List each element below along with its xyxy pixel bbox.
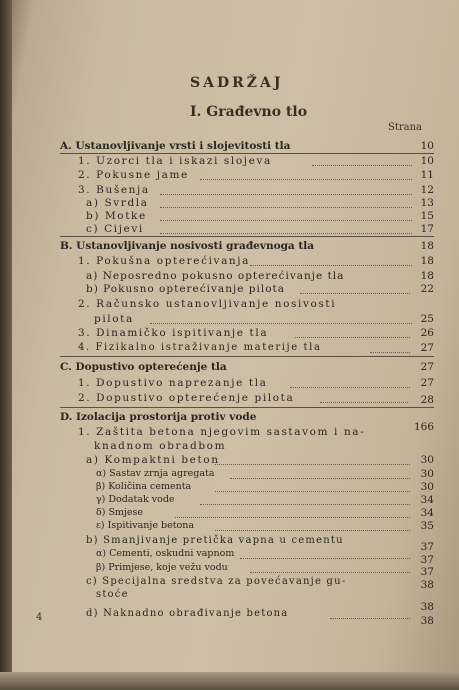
dot-leader	[230, 478, 410, 479]
dot-leader	[160, 194, 412, 195]
toc-entry: 1. Zaštita betona njegovim sastavom i na-	[78, 426, 366, 438]
toc-page: 38	[420, 615, 434, 627]
toc-heading-d: D. Izolacija prostorija protiv vode	[60, 411, 257, 423]
toc-page: 166	[413, 421, 434, 433]
toc-entry: b) Smanjivanje pretička vapna u cementu	[86, 535, 344, 546]
toc-page: 37	[420, 541, 434, 553]
toc-entry: ε) Ispitivanje betona	[96, 520, 195, 531]
toc-entry: α) Sastav zrnja agregata	[96, 468, 215, 479]
toc-entry: 3. Dinamičko ispitivanje tla	[78, 327, 269, 339]
toc-page: 37	[420, 554, 434, 566]
toc-entry: 1. Dopustivo naprezanje tla	[78, 377, 268, 389]
toc-heading-a: A. Ustanovljivanje vrsti i slojevitosti tla	[60, 140, 291, 152]
toc-entry: 4. Fizikalno istraživanje materije tla	[78, 342, 322, 353]
toc-page: 30	[420, 481, 434, 493]
toc-entry: β) Količina cementa	[96, 481, 192, 492]
toc-page: 28	[420, 394, 434, 406]
dot-leader	[320, 402, 408, 403]
toc-page: 10	[420, 140, 434, 152]
dot-leader	[160, 220, 412, 221]
dot-leader	[160, 233, 412, 234]
toc-entry: b) Motke	[86, 210, 147, 222]
toc-page: 27	[420, 361, 434, 373]
toc-entry: 3. Bušenja	[78, 184, 150, 196]
toc-page: 11	[420, 169, 434, 181]
dot-leader	[250, 265, 412, 266]
toc-entry-continued: pilota	[94, 313, 134, 325]
toc-entry: a) Svrdla	[86, 197, 149, 209]
page-title: SADRŽAJ	[190, 75, 284, 91]
heading-rule	[60, 407, 434, 408]
dot-leader	[250, 572, 410, 573]
dot-leader	[290, 387, 410, 388]
toc-page: 38	[420, 579, 434, 591]
toc-page: 27	[420, 342, 434, 354]
toc-entry: b) Pokusno opterećivanje pilota	[86, 283, 285, 295]
toc-entry: 1. Uzorci tla i iskazi slojeva	[78, 155, 272, 167]
dot-leader	[150, 323, 412, 324]
toc-entry: 2. Dopustivo opterećenje pilota	[78, 392, 295, 404]
toc-page: 34	[420, 494, 434, 506]
toc-page: 18	[420, 240, 434, 252]
heading-rule	[60, 356, 434, 357]
toc-page: 22	[420, 283, 434, 295]
dot-leader	[312, 165, 412, 166]
dot-leader	[215, 530, 410, 531]
dot-leader	[330, 618, 410, 619]
toc-entry: 1. Pokušna opterećivanja	[78, 255, 251, 267]
section-heading: I. Građevno tlo	[190, 104, 308, 120]
toc-entry: 2. Pokusne jame	[78, 169, 189, 181]
toc-entry: a) Kompaktni beton	[86, 454, 220, 466]
toc-page: 18	[420, 270, 434, 282]
dot-leader	[175, 517, 410, 518]
toc-page: 13	[420, 197, 434, 209]
toc-entry: γ) Dodatak vode	[96, 494, 175, 505]
toc-page: 12	[420, 184, 434, 196]
page-column-label: Strana	[388, 122, 423, 133]
dot-leader	[200, 179, 412, 180]
toc-page: 38	[420, 601, 434, 613]
toc-page: 25	[420, 313, 434, 325]
toc-entry: δ) Smjese	[96, 507, 144, 518]
dot-leader	[240, 558, 410, 559]
toc-page: 37	[420, 566, 434, 578]
toc-heading-b: B. Ustanovljivanje nosivosti građevnoga tla	[60, 240, 315, 252]
toc-entry: 2. Računsko ustanovljivanje nosivosti	[78, 298, 337, 310]
dot-leader	[295, 337, 410, 338]
toc-page: 26	[420, 327, 434, 339]
page-bottom-edge	[0, 672, 459, 690]
toc-heading-c: C. Dopustivo opterećenje tla	[60, 361, 227, 373]
dot-leader	[215, 491, 410, 492]
dot-leader	[160, 207, 412, 208]
heading-rule	[60, 236, 434, 237]
toc-entry: d) Naknadno obrađivanje betona	[86, 608, 289, 619]
margin-mark: 4	[36, 612, 43, 623]
toc-page: 15	[420, 210, 434, 222]
toc-entry: α) Cementi, oskudni vapnom	[96, 548, 235, 559]
toc-entry-continued: knadnom obradbom	[94, 440, 227, 452]
heading-rule	[60, 153, 434, 154]
toc-page: 10	[420, 155, 434, 167]
toc-entry: a) Neposredno pokusno opterećivanje tla	[86, 270, 345, 282]
toc-page: 34	[420, 507, 434, 519]
toc-entry: β) Primjese, koje vežu vodu	[96, 562, 228, 573]
dot-leader	[200, 504, 410, 505]
toc-page: 27	[420, 377, 434, 389]
dot-leader	[215, 464, 410, 465]
toc-page: 30	[420, 468, 434, 480]
toc-page: 30	[420, 454, 434, 466]
toc-entry: c) Specijalna sredstva za povećavanje gu-	[86, 576, 347, 587]
toc-entry-continued: stoće	[96, 589, 129, 600]
toc-page: 18	[420, 255, 434, 267]
book-spine	[0, 0, 12, 690]
dot-leader	[300, 293, 410, 294]
toc-page: 35	[420, 520, 434, 532]
toc-page: 17	[420, 223, 434, 235]
toc-entry: c) Cijevi	[86, 223, 144, 235]
